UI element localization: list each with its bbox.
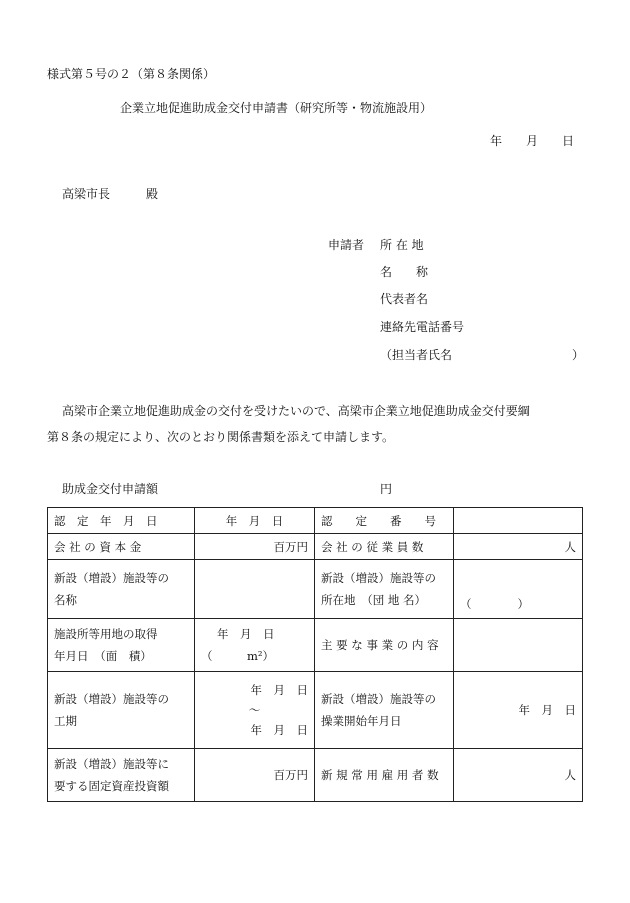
operation-start-label: 新設（増設）施設等の 操業開始年月日 <box>315 672 454 749</box>
table-row <box>48 749 583 802</box>
contact-person-label: （担当者氏名 <box>380 348 453 362</box>
applicant-name-label: 名 称 <box>380 265 429 279</box>
form-number: 様式第５号の２（第８条関係） <box>47 67 216 81</box>
capital-label: 会 社 の 資 本 金 <box>48 534 195 560</box>
investment-unit: 百万円 <box>195 749 315 802</box>
operation-start-value: 年 月 日 <box>454 672 583 749</box>
applicant-label: 申請者 <box>328 238 365 252</box>
new-hires-unit: 人 <box>454 749 583 802</box>
facility-location-label: 新設（増設）施設等の 所在地 （団 地 名） <box>315 560 454 619</box>
certification-number-value <box>454 508 583 534</box>
new-hires-label: 新 規 常 用 雇 用 者 数 <box>315 749 454 802</box>
capital-unit: 百万円 <box>195 534 315 560</box>
estate-name-value: （ ） <box>454 560 583 619</box>
land-acquisition-value: 年 月 日 （ m²） <box>195 619 315 672</box>
certification-number-label: 認 定 番 号 <box>315 508 454 534</box>
applicant-address-label: 所 在 地 <box>380 238 424 252</box>
date-line: 年 月 日 <box>490 134 575 148</box>
certification-date-label: 認 定 年 月 日 <box>48 508 195 534</box>
table-row <box>48 534 583 560</box>
table-row <box>48 672 583 749</box>
document-title: 企業立地促進助成金交付申請書（研究所等・物流施設用） <box>120 101 433 115</box>
table-row <box>48 508 583 534</box>
table-row <box>48 560 583 619</box>
main-business-value <box>454 619 583 672</box>
investment-label: 新設（増設）施設等に 要する固定資産投資額 <box>48 749 195 802</box>
application-table <box>47 507 583 802</box>
representative-label: 代表者名 <box>380 292 429 306</box>
addressee: 高梁市長 殿 <box>62 187 159 201</box>
table-row <box>48 619 583 672</box>
phone-label: 連絡先電話番号 <box>380 320 465 334</box>
employees-label: 会 社 の 従 業 員 数 <box>315 534 454 560</box>
facility-name-value <box>195 560 315 619</box>
facility-name-label: 新設（増設）施設等の 名称 <box>48 560 195 619</box>
main-business-label: 主 要 な 事 業 の 内 容 <box>315 619 454 672</box>
body-text-line1: 高梁市企業立地促進助成金の交付を受けたいので、高梁市企業立地促進助成金交付要綱 <box>62 404 530 418</box>
certification-date-value: 年 月 日 <box>195 508 315 534</box>
body-text-line2: 第８条の規定により、次のとおり関係書類を添えて申請します。 <box>47 430 395 444</box>
construction-period-value: 年 月 日 ～ 年 月 日 <box>195 672 315 749</box>
amount-label: 助成金交付申請額 <box>62 482 159 496</box>
employees-unit: 人 <box>454 534 583 560</box>
land-acquisition-label: 施設所等用地の取得 年月日 （面 積） <box>48 619 195 672</box>
construction-period-label: 新設（増設）施設等の 工期 <box>48 672 195 749</box>
amount-unit: 円 <box>380 482 393 496</box>
contact-person-close: ） <box>572 348 585 362</box>
